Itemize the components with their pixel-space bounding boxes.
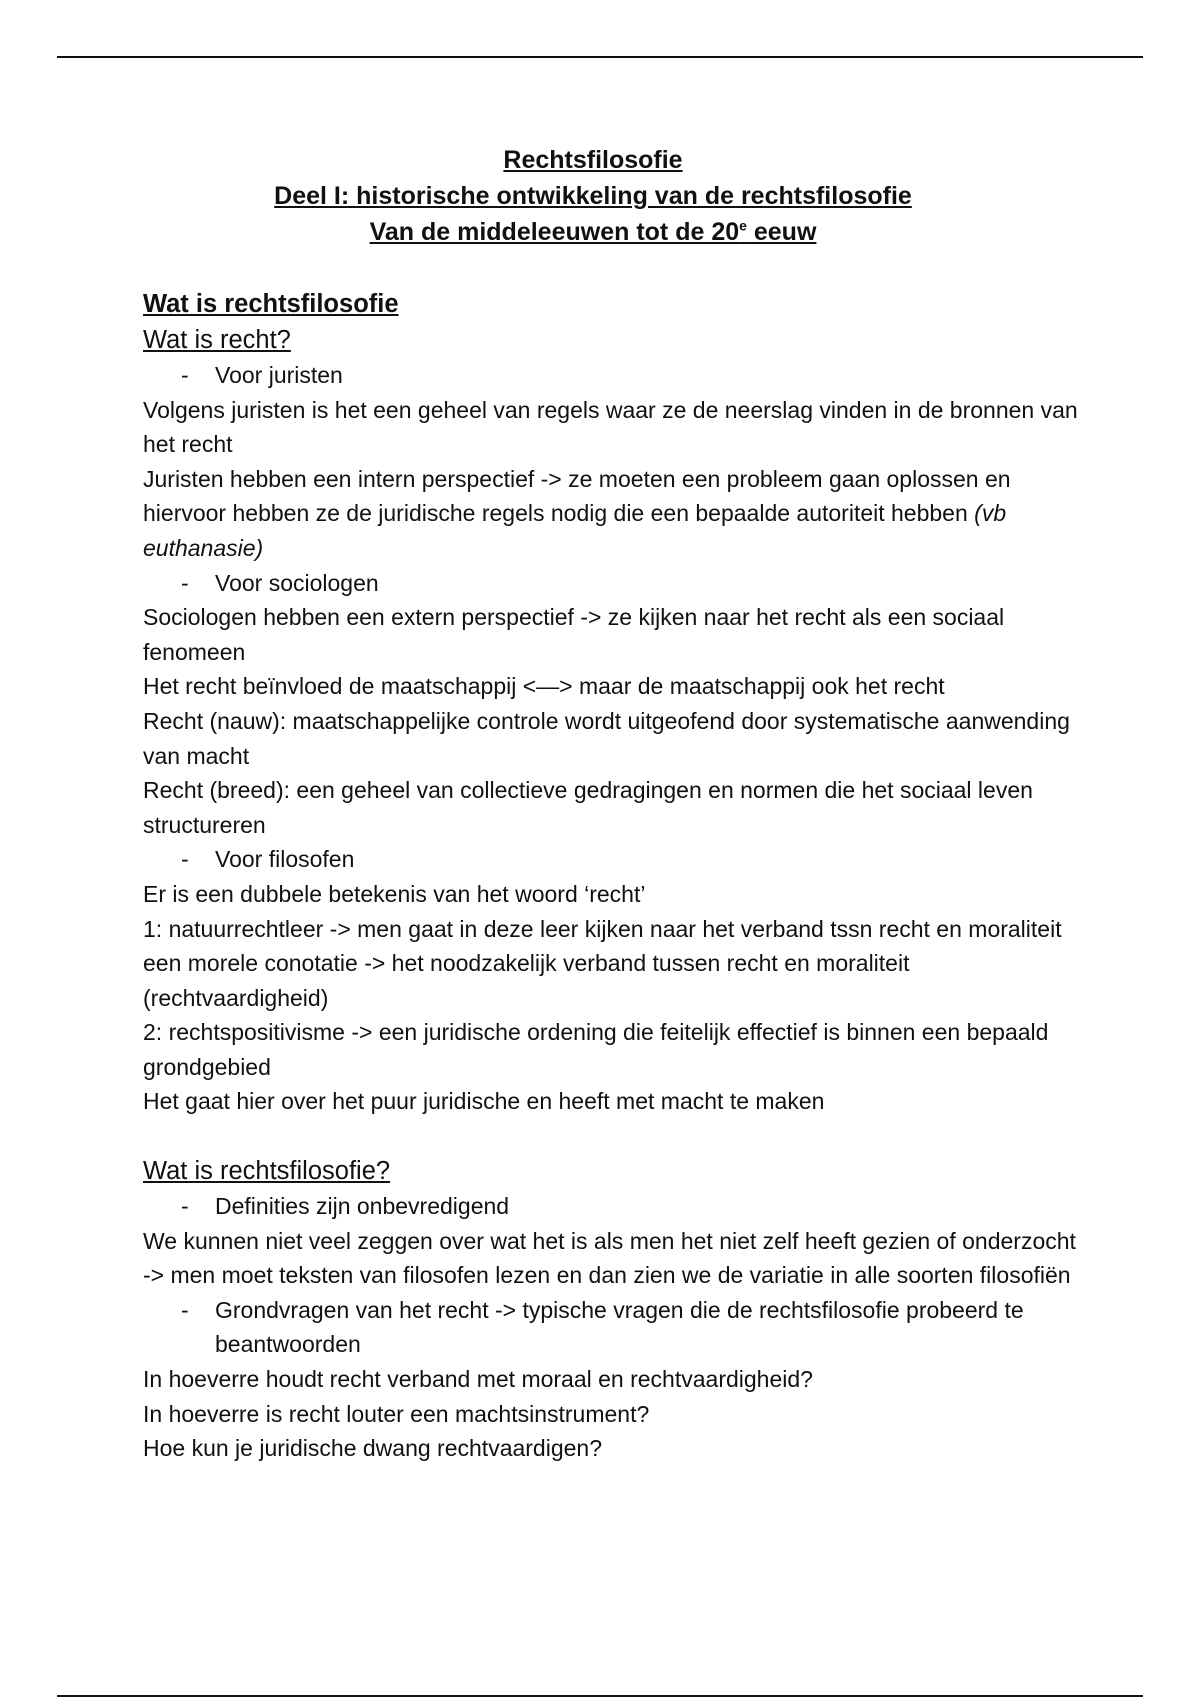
doc-title: Rechtsfilosofie <box>503 146 683 174</box>
paragraph: 1: natuurrechtleer -> men gaat in deze leer kijken naar het verband tssn recht en moraliteit <box>143 915 1062 942</box>
question: In hoeverre houdt recht verband met moraal en rechtvaardigheid? <box>143 1366 813 1393</box>
paragraph: We kunnen niet veel zeggen over wat het is als men het niet zelf heeft gezien of onderzocht -> men moet teksten van filosofen lezen en dan zien we de variatie in alle soorten filosofiën <box>143 1227 1076 1289</box>
bullet-dash: - <box>181 1193 189 1220</box>
paragraph: Sociologen hebben een extern perspectief -> ze kijken naar het recht als een sociaal fenomeen <box>143 604 1005 665</box>
bullet-filosofen <box>143 842 1083 877</box>
example-note: (vb euthanasie) <box>143 500 1007 561</box>
footer-rule <box>57 1695 1143 1697</box>
bullet-grondvragen <box>143 1293 1083 1362</box>
title-block <box>143 142 1043 250</box>
section-heading: Wat is rechtsfilosofie <box>143 290 399 318</box>
question: In hoeverre is recht louter een machtsinstrument? <box>143 1400 650 1427</box>
subheading-wat-is-rechtsfilosofie: Wat is rechtsfilosofie? <box>143 1157 391 1186</box>
paragraph: Er is een dubbele betekenis van het woord ‘recht’ <box>143 880 646 907</box>
subheading-wat-is-recht: Wat is recht? <box>143 326 291 354</box>
bullet-dash: - <box>181 846 189 873</box>
paragraph <box>143 462 1083 566</box>
paragraph: Recht (nauw): maatschappelijke controle wordt uitgeofend door systematische aanwending van macht <box>143 707 1070 769</box>
document-page <box>143 142 1083 1466</box>
bullet-dash: - <box>181 362 189 388</box>
header-rule <box>57 56 1143 58</box>
bullet-juristen <box>143 358 1083 393</box>
period-superscript: e <box>739 217 747 234</box>
doc-part-title: Deel I: historische ontwikkeling van de rechtsfilosofie <box>274 182 912 210</box>
paragraph: Volgens juristen is het een geheel van regels waar ze de neerslag vinden in de bronnen van het recht <box>143 396 1078 458</box>
bullet-sociologen <box>143 566 1083 601</box>
doc-period-title <box>143 214 1043 250</box>
bullet-text: Grondvragen van het recht -> typische vragen die de rechtsfilosofie probeerd te beantwoorden <box>215 1296 1024 1358</box>
paragraph: Recht (breed): een geheel van collectieve gedragingen en normen die het sociaal leven structureren <box>143 777 1033 838</box>
bullet-dash: - <box>181 1296 189 1323</box>
paragraph: Het gaat hier over het puur juridische en heeft met macht te maken <box>143 1088 825 1115</box>
bullet-text: Voor juristen <box>215 362 343 388</box>
paragraph-text: Juristen hebben een intern perspectief -> ze moeten een probleem gaan oplossen en hiervoor hebben ze de juridische regels nodig die een bepaalde autoriteit hebben <box>143 465 1011 527</box>
bullet-text: Voor filosofen <box>215 846 355 873</box>
bullet-definities <box>143 1189 1083 1224</box>
bullet-dash: - <box>181 569 189 596</box>
bullet-text: Definities zijn onbevredigend <box>215 1193 510 1220</box>
paragraph: 2: rechtspositivisme -> een juridische ordening die feitelijk effectief is binnen een bepaald grondgebied <box>143 1019 1049 1080</box>
period-text: Van de middeleeuwen tot de 20 <box>369 218 740 246</box>
paragraph: Het recht beïnvloed de maatschappij <—> maar de maatschappij ook het recht <box>143 673 945 700</box>
paragraph: een morele conotatie -> het noodzakelijk verband tussen recht en moraliteit (rechtvaardigheid) <box>143 950 910 1011</box>
bullet-text: Voor sociologen <box>215 569 379 596</box>
period-text-end: eeuw <box>746 218 817 246</box>
question: Hoe kun je juridische dwang rechtvaardigen? <box>143 1435 603 1462</box>
